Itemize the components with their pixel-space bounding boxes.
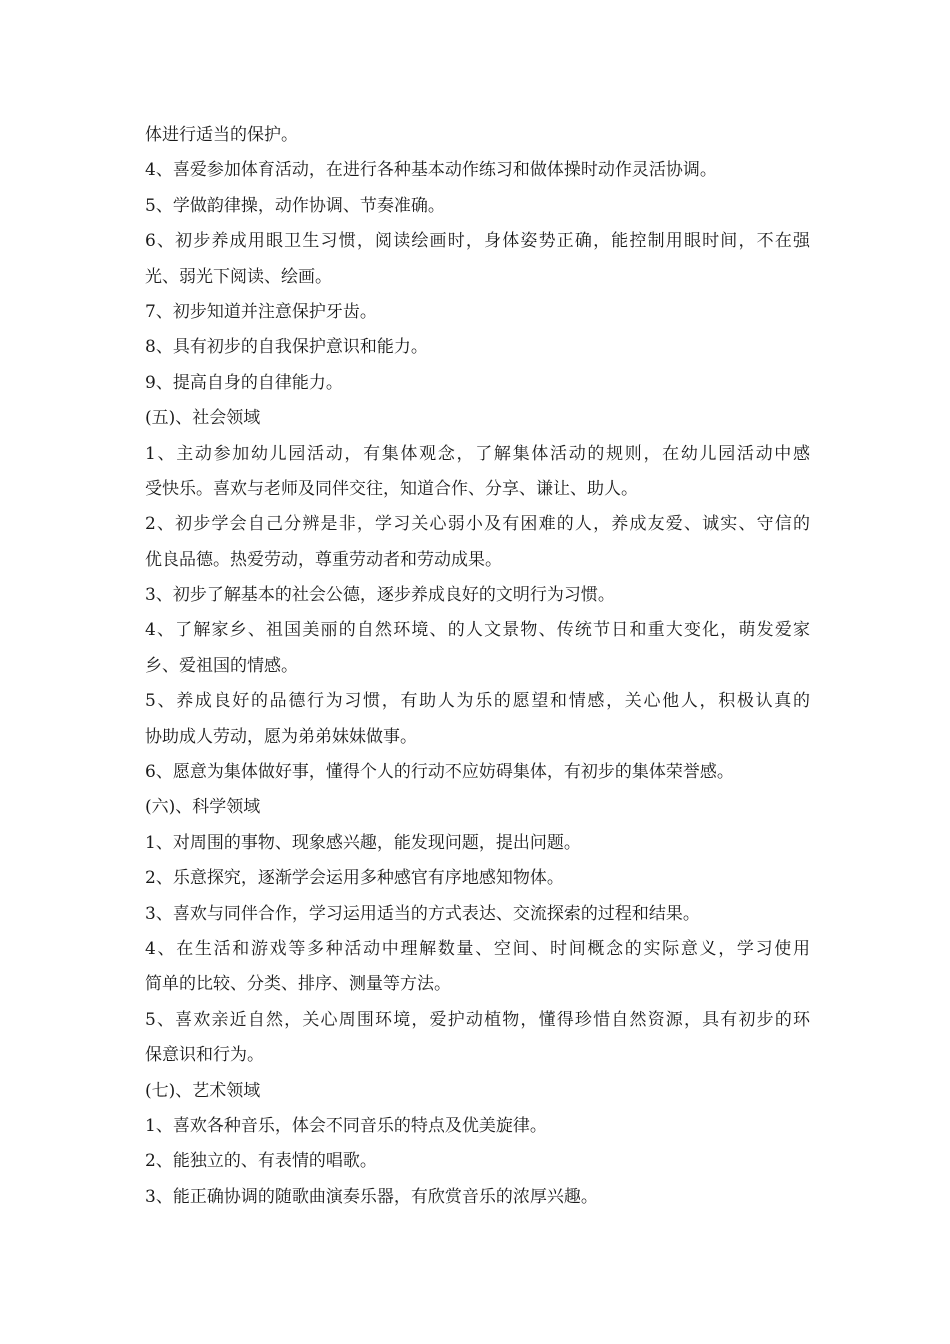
- text-line: 体进行适当的保护。: [145, 125, 298, 145]
- text-line: 2、初步学会自己分辨是非，学习关心弱小及有困难的人，养成友爱、诚实、守信的: [145, 514, 810, 535]
- text-line: 2、能独立的、有表情的唱歌。: [145, 1151, 377, 1172]
- text-line: 6、初步养成用眼卫生习惯，阅读绘画时，身体姿势正确，能控制用眼时间，不在强: [145, 231, 810, 252]
- text-line: 5、喜欢亲近自然，关心周围环境，爱护动植物，懂得珍惜自然资源，具有初步的环: [145, 1009, 810, 1030]
- text-line: 优良品德。热爱劳动，尊重劳动者和劳动成果。: [145, 549, 502, 570]
- text-line: 4、在生活和游戏等多种活动中理解数量、空间、时间概念的实际意义，学习使用: [145, 938, 810, 959]
- text-line: 4、了解家乡、祖国美丽的自然环境、的人文景物、传统节日和重大变化，萌发爱家: [145, 620, 810, 641]
- text-line: 6、愿意为集体做好事，懂得个人的行动不应妨碍集体，有初步的集体荣誉感。: [145, 762, 734, 783]
- section-heading: (五)、社会领域: [145, 408, 261, 429]
- text-line: 1、对周围的事物、现象感兴趣，能发现问题，提出问题。: [145, 832, 581, 853]
- text-line: 乡、爱祖国的情感。: [145, 655, 298, 676]
- text-line: 5、学做韵律操，动作协调、节奏准确。: [145, 195, 445, 216]
- text-line: 3、初步了解基本的社会公德，逐步养成良好的文明行为习惯。: [145, 585, 615, 606]
- text-line: 9、提高自身的自律能力。: [145, 372, 343, 393]
- text-line: 协助成人劳动，愿为弟弟妹妹做事。: [145, 726, 417, 747]
- text-line: 5、养成良好的品德行为习惯，有助人为乐的愿望和情感，关心他人，积极认真的: [145, 691, 810, 712]
- section-heading: (六)、科学领域: [145, 797, 261, 818]
- text-line: 简单的比较、分类、排序、测量等方法。: [145, 974, 451, 995]
- text-line: 2、乐意探究，逐渐学会运用多种感官有序地感知物体。: [145, 868, 564, 889]
- text-line: 4、喜爱参加体育活动，在进行各种基本动作练习和做体操时动作灵活协调。: [145, 160, 717, 181]
- text-line: 1、主动参加幼儿园活动，有集体观念，了解集体活动的规则，在幼儿园活动中感: [145, 443, 810, 464]
- text-line: 1、喜欢各种音乐，体会不同音乐的特点及优美旋律。: [145, 1115, 547, 1136]
- text-line: 7、初步知道并注意保护牙齿。: [145, 301, 377, 322]
- text-line: 3、能正确协调的随歌曲演奏乐器，有欣赏音乐的浓厚兴趣。: [145, 1186, 598, 1207]
- section-heading: (七)、艺术领域: [145, 1080, 261, 1101]
- document-body: [145, 118, 810, 1215]
- text-line: 光、弱光下阅读、绘画。: [145, 266, 332, 287]
- text-line: 保意识和行为。: [145, 1045, 264, 1066]
- text-line: 3、喜欢与同伴合作，学习运用适当的方式表达、交流探索的过程和结果。: [145, 903, 700, 924]
- text-line: 8、具有初步的自我保护意识和能力。: [145, 337, 428, 358]
- text-line: 受快乐。喜欢与老师及同伴交往，知道合作、分享、谦让、助人。: [145, 478, 638, 499]
